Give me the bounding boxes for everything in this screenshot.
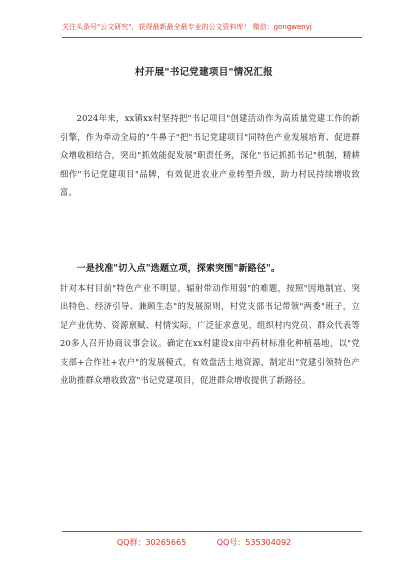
footer-qq-number: QQ号：535304092 <box>216 538 292 547</box>
paragraph-2-body: 针对本村目前"特色产业不明显，辐射带动作用弱"的难题，按照"因地制宜、突出特色、经济引导、兼顾生态"的发展原则，村党支部书记带领"两委"班子，立足产业优势、资源禀赋、村情实际，广泛征求意见，组织村内党员、群众代表等20多人召开协商议事会议。确定在xx村建设x亩中药材标准化种植基地，以"党支部+合作社+农户"的发展模式，有效盘活土地资源，制定出"党建引领特色产业助推群众增收致富"书记党建项目，促进群众增收提供了新路径。 <box>60 282 360 385</box>
footer-divider <box>62 531 362 532</box>
paragraph-2 <box>60 259 360 390</box>
paragraph-2-lead: 一是找准"切入点"选题立项，探索突围"新路径"。 <box>76 264 281 274</box>
page-title: 村开展"书记党建项目"情况汇报 <box>135 67 273 78</box>
header-divider <box>62 37 362 38</box>
paragraph-1: 2024年来，xx镇xx村坚持把"书记项目"创建活动作为高质量党建工作的新引擎，作为牵动全局的"牛鼻子"把"书记党建项目"同特色产业发展培育、促进群众增收相结合，突出"抓效能促发展"职责任务，深化"书记抓抓书记"机制，精耕细作"书记党建项目"品牌，有效促进农业产业转型升级，助力村民持续增收致富。 <box>60 113 360 197</box>
footer <box>0 537 408 548</box>
footer-qq-group: QQ群：30265665 <box>116 538 187 547</box>
header-banner: 关注头条号"公文研究"，获得最新最全最专业的公文资料库！ 微信：gongwenyj <box>62 23 312 31</box>
